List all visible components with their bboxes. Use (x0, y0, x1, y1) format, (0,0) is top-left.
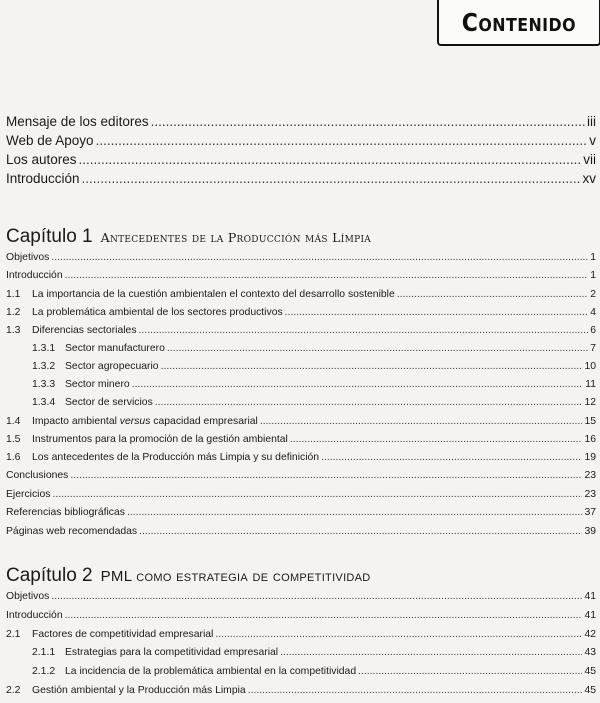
entry-label: Sector minero (65, 379, 130, 390)
entry-page: 41 (584, 610, 596, 621)
entry-label: capacidad empresarial (150, 416, 258, 427)
contents-heading-box (437, 0, 600, 46)
entry-page: 11 (585, 379, 596, 390)
entry-number: 2.2 (6, 685, 21, 696)
entry-label: Ejercicios (6, 489, 51, 500)
entry-page: 19 (584, 452, 596, 463)
toc-entry (6, 325, 596, 336)
toc-subentry (32, 361, 596, 372)
toc-entry (6, 434, 596, 445)
entry-number: 1.3.1 (32, 343, 56, 354)
entry-label: Diferencias sectoriales (32, 325, 137, 336)
toc-entry (6, 685, 596, 696)
toc-subentry (32, 666, 596, 677)
entry-label-emphasis: versus (119, 416, 151, 427)
entry-label: Sector de servicios (65, 397, 153, 408)
entry-label: Los autores (6, 152, 77, 167)
entry-page: 23 (584, 470, 596, 481)
entry-page: 1 (590, 252, 596, 263)
toc-entry (6, 416, 596, 427)
entry-page: 37 (584, 507, 596, 518)
entry-label: Sector manufacturero (65, 343, 165, 354)
entry-label: Páginas web recomendadas (6, 526, 138, 537)
entry-number: 1.5 (6, 434, 21, 445)
chapter-title: Antecedentes de la Producción más Límpia (100, 230, 372, 245)
entry-page: 45 (584, 685, 596, 696)
entry-page: 12 (584, 397, 596, 408)
entry-page: 39 (584, 526, 596, 537)
toc-entry (6, 452, 596, 463)
entry-number: 1.2 (6, 307, 21, 318)
toc-entry (6, 171, 596, 186)
entry-label: La incidencia de la problemática ambiental en la competitividad (65, 666, 357, 677)
entry-page: 1 (590, 270, 596, 281)
entry-page: iii (587, 114, 596, 129)
entry-label: Factores de competitividad empresarial (32, 629, 214, 640)
toc-entry (6, 114, 596, 129)
entry-label: Instrumentos para la promoción de la gestión ambiental (32, 434, 288, 445)
entry-page: 10 (584, 361, 596, 372)
entry-page: 43 (584, 647, 596, 658)
toc-entry (6, 610, 596, 621)
entry-label: Mensaje de los editores (6, 114, 149, 129)
entry-number: 2.1 (6, 629, 21, 640)
chapter-label: Capítulo 1 (6, 226, 93, 247)
toc-subentry (32, 379, 596, 390)
toc-subentry (32, 343, 596, 354)
entry-number: 1.6 (6, 452, 21, 463)
entry-page: 2 (590, 289, 596, 300)
entry-label: Objetivos (6, 591, 50, 602)
toc-entry (6, 289, 596, 300)
entry-page: 45 (584, 666, 596, 677)
contents-heading: Contenido (461, 7, 577, 37)
toc-subentry (32, 397, 596, 408)
entry-number: 1.4 (6, 416, 21, 427)
toc-entry (6, 133, 596, 148)
entry-page: v (589, 133, 596, 148)
entry-page: 41 (584, 591, 596, 602)
toc-entry (6, 152, 596, 167)
entry-page: 16 (584, 434, 596, 445)
entry-page: 23 (584, 489, 596, 500)
entry-number: 1.3.4 (32, 397, 56, 408)
entry-label: Impacto ambiental (32, 416, 120, 427)
entry-page: 7 (590, 343, 596, 354)
entry-label: Introducción (6, 610, 63, 621)
toc-entry (6, 629, 596, 640)
entry-page: vii (583, 152, 596, 167)
toc-entry (6, 507, 596, 518)
toc-entry (6, 526, 596, 537)
toc-entry (6, 270, 596, 281)
entry-label: Objetivos (6, 252, 50, 263)
entry-label: Introducción (6, 270, 63, 281)
entry-number: 1.3.2 (32, 361, 56, 372)
chapter-title: PML como estrategia de competitividad (100, 568, 371, 585)
entry-label: Los antecedentes de la Producción más Limpia y su definición (32, 452, 320, 463)
toc-entry (6, 489, 596, 500)
entry-label: Web de Apoyo (6, 133, 94, 148)
entry-number: 1.3.3 (32, 379, 56, 390)
entry-label: Gestión ambiental y la Producción más Limpia (32, 685, 246, 696)
toc-subentry (32, 647, 596, 658)
entry-label: Conclusiones (6, 470, 69, 481)
entry-number: 1.3 (6, 325, 21, 336)
toc-entry (6, 591, 596, 602)
entry-label: Introducción (6, 171, 80, 186)
entry-page: 15 (584, 416, 596, 427)
chapter-1-heading (6, 226, 371, 248)
entry-label: Referencias bibliográficas (6, 507, 125, 518)
entry-page: xv (582, 171, 596, 186)
entry-page: 42 (584, 629, 596, 640)
entry-number: 2.1.2 (32, 666, 56, 677)
entry-page: 4 (590, 307, 596, 318)
entry-label: Sector agropecuario (65, 361, 159, 372)
entry-label: La problemática ambiental de los sectores productivos (32, 307, 283, 318)
entry-label: Estrategias para la competitividad empresarial (65, 647, 279, 658)
entry-label: La importancia de la cuestión ambientalen el contexto del desarrollo sostenible (32, 289, 395, 300)
entry-page: 6 (590, 325, 596, 336)
entry-number: 2.1.1 (32, 647, 56, 658)
toc-entry (6, 252, 596, 263)
entry-number: 1.1 (6, 289, 21, 300)
chapter-label: Capítulo 2 (6, 565, 93, 586)
toc-entry (6, 470, 596, 481)
toc-entry (6, 307, 596, 318)
chapter-2-heading (6, 565, 371, 587)
